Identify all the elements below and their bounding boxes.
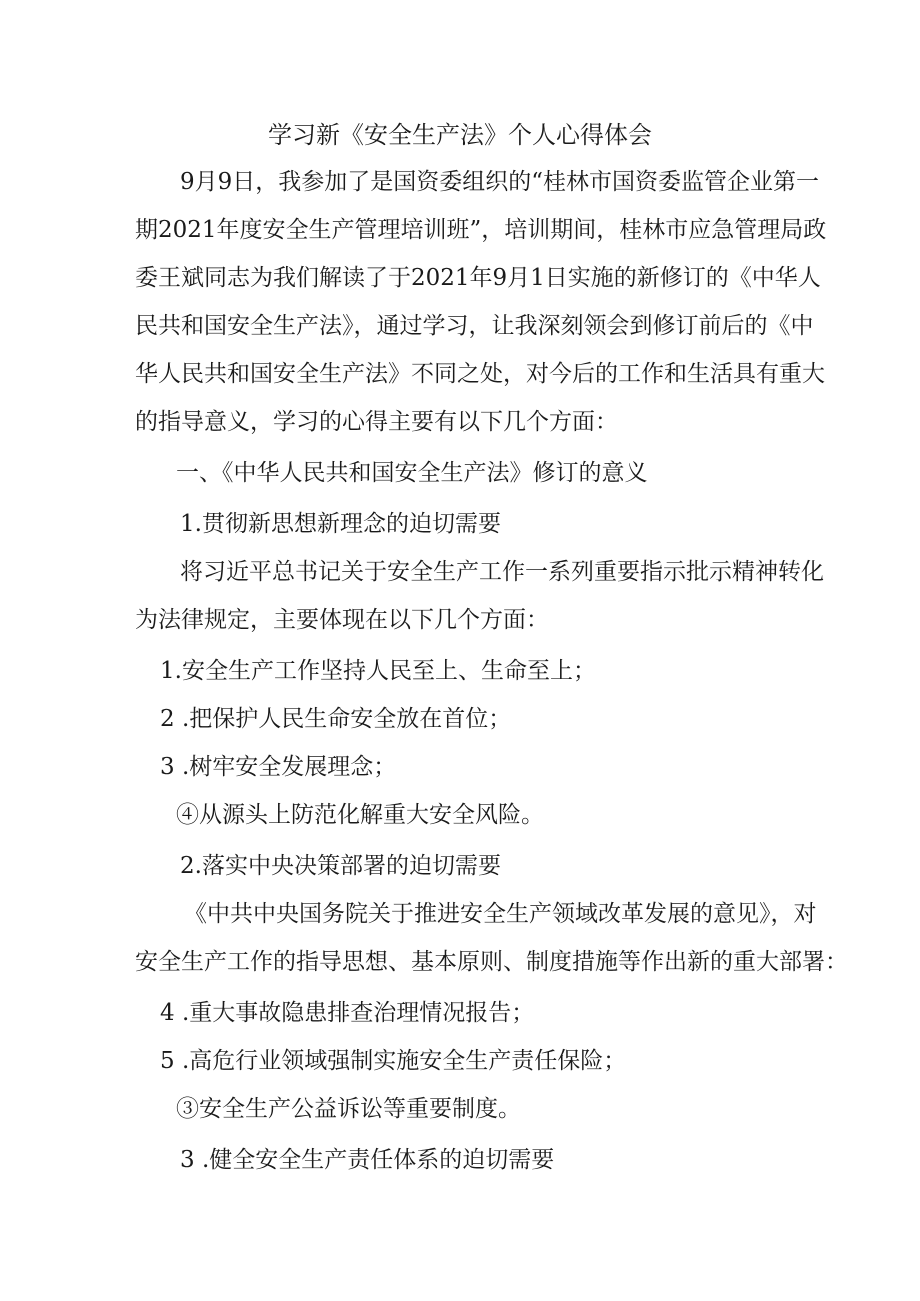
- paragraph-line: 的指导意义，学习的心得主要有以下几个方面：: [135, 409, 618, 435]
- subsection-heading: 1.贯彻新思想新理念的迫切需要: [180, 511, 501, 537]
- paragraph-line: 期2021年度安全生产管理培训班”，培训期间，桂林市应急管理局政: [135, 217, 827, 243]
- subsection-heading: 3 .健全安全生产责任体系的迫切需要: [180, 1147, 555, 1173]
- paragraph-line: 安全生产工作的指导思想、基本原则、制度措施等作出新的重大部署：: [135, 949, 848, 975]
- list-item: 2 .把保护人民生命安全放在首位；: [160, 706, 512, 732]
- paragraph-line: 为法律规定，主要体现在以下几个方面：: [135, 607, 549, 633]
- list-item: ③安全生产公益诉讼等重要制度。: [176, 1096, 521, 1122]
- list-item: 1.安全生产工作坚持人民至上、生命至上；: [160, 658, 596, 684]
- paragraph-line: 民共和国安全生产法》，通过学习，让我深刻领会到修订前后的《中: [135, 313, 814, 339]
- subsection-heading: 2.落实中央决策部署的迫切需要: [180, 853, 501, 879]
- list-item: 3 .树牢安全发展理念；: [160, 754, 397, 780]
- list-item: ④从源头上防范化解重大安全风险。: [176, 802, 544, 828]
- paragraph-line: 华人民共和国安全生产法》不同之处，对今后的工作和生活具有重大: [135, 361, 825, 387]
- paragraph-line: 委王斌同志为我们解读了于2021年9月1日实施的新修订的《中华人: [135, 265, 821, 291]
- paragraph-line: 将习近平总书记关于安全生产工作一系列重要指示批示精神转化: [180, 559, 824, 585]
- list-item: 4 .重大事故隐患排查治理情况报告；: [160, 1000, 535, 1026]
- document-title: 学习新《安全生产法》个人心得体会: [268, 121, 652, 149]
- paragraph-line: 9月9日，我参加了是国资委组织的“桂林市国资委监管企业第一: [180, 169, 820, 195]
- list-item: 5 .高危行业领域强制实施安全生产责任保险；: [160, 1048, 627, 1074]
- paragraph-line: 《中共中央国务院关于推进安全生产领域改革发展的意见》，对: [184, 901, 817, 927]
- section-heading: 一、《中华人民共和国安全生产法》修订的意义: [176, 460, 648, 486]
